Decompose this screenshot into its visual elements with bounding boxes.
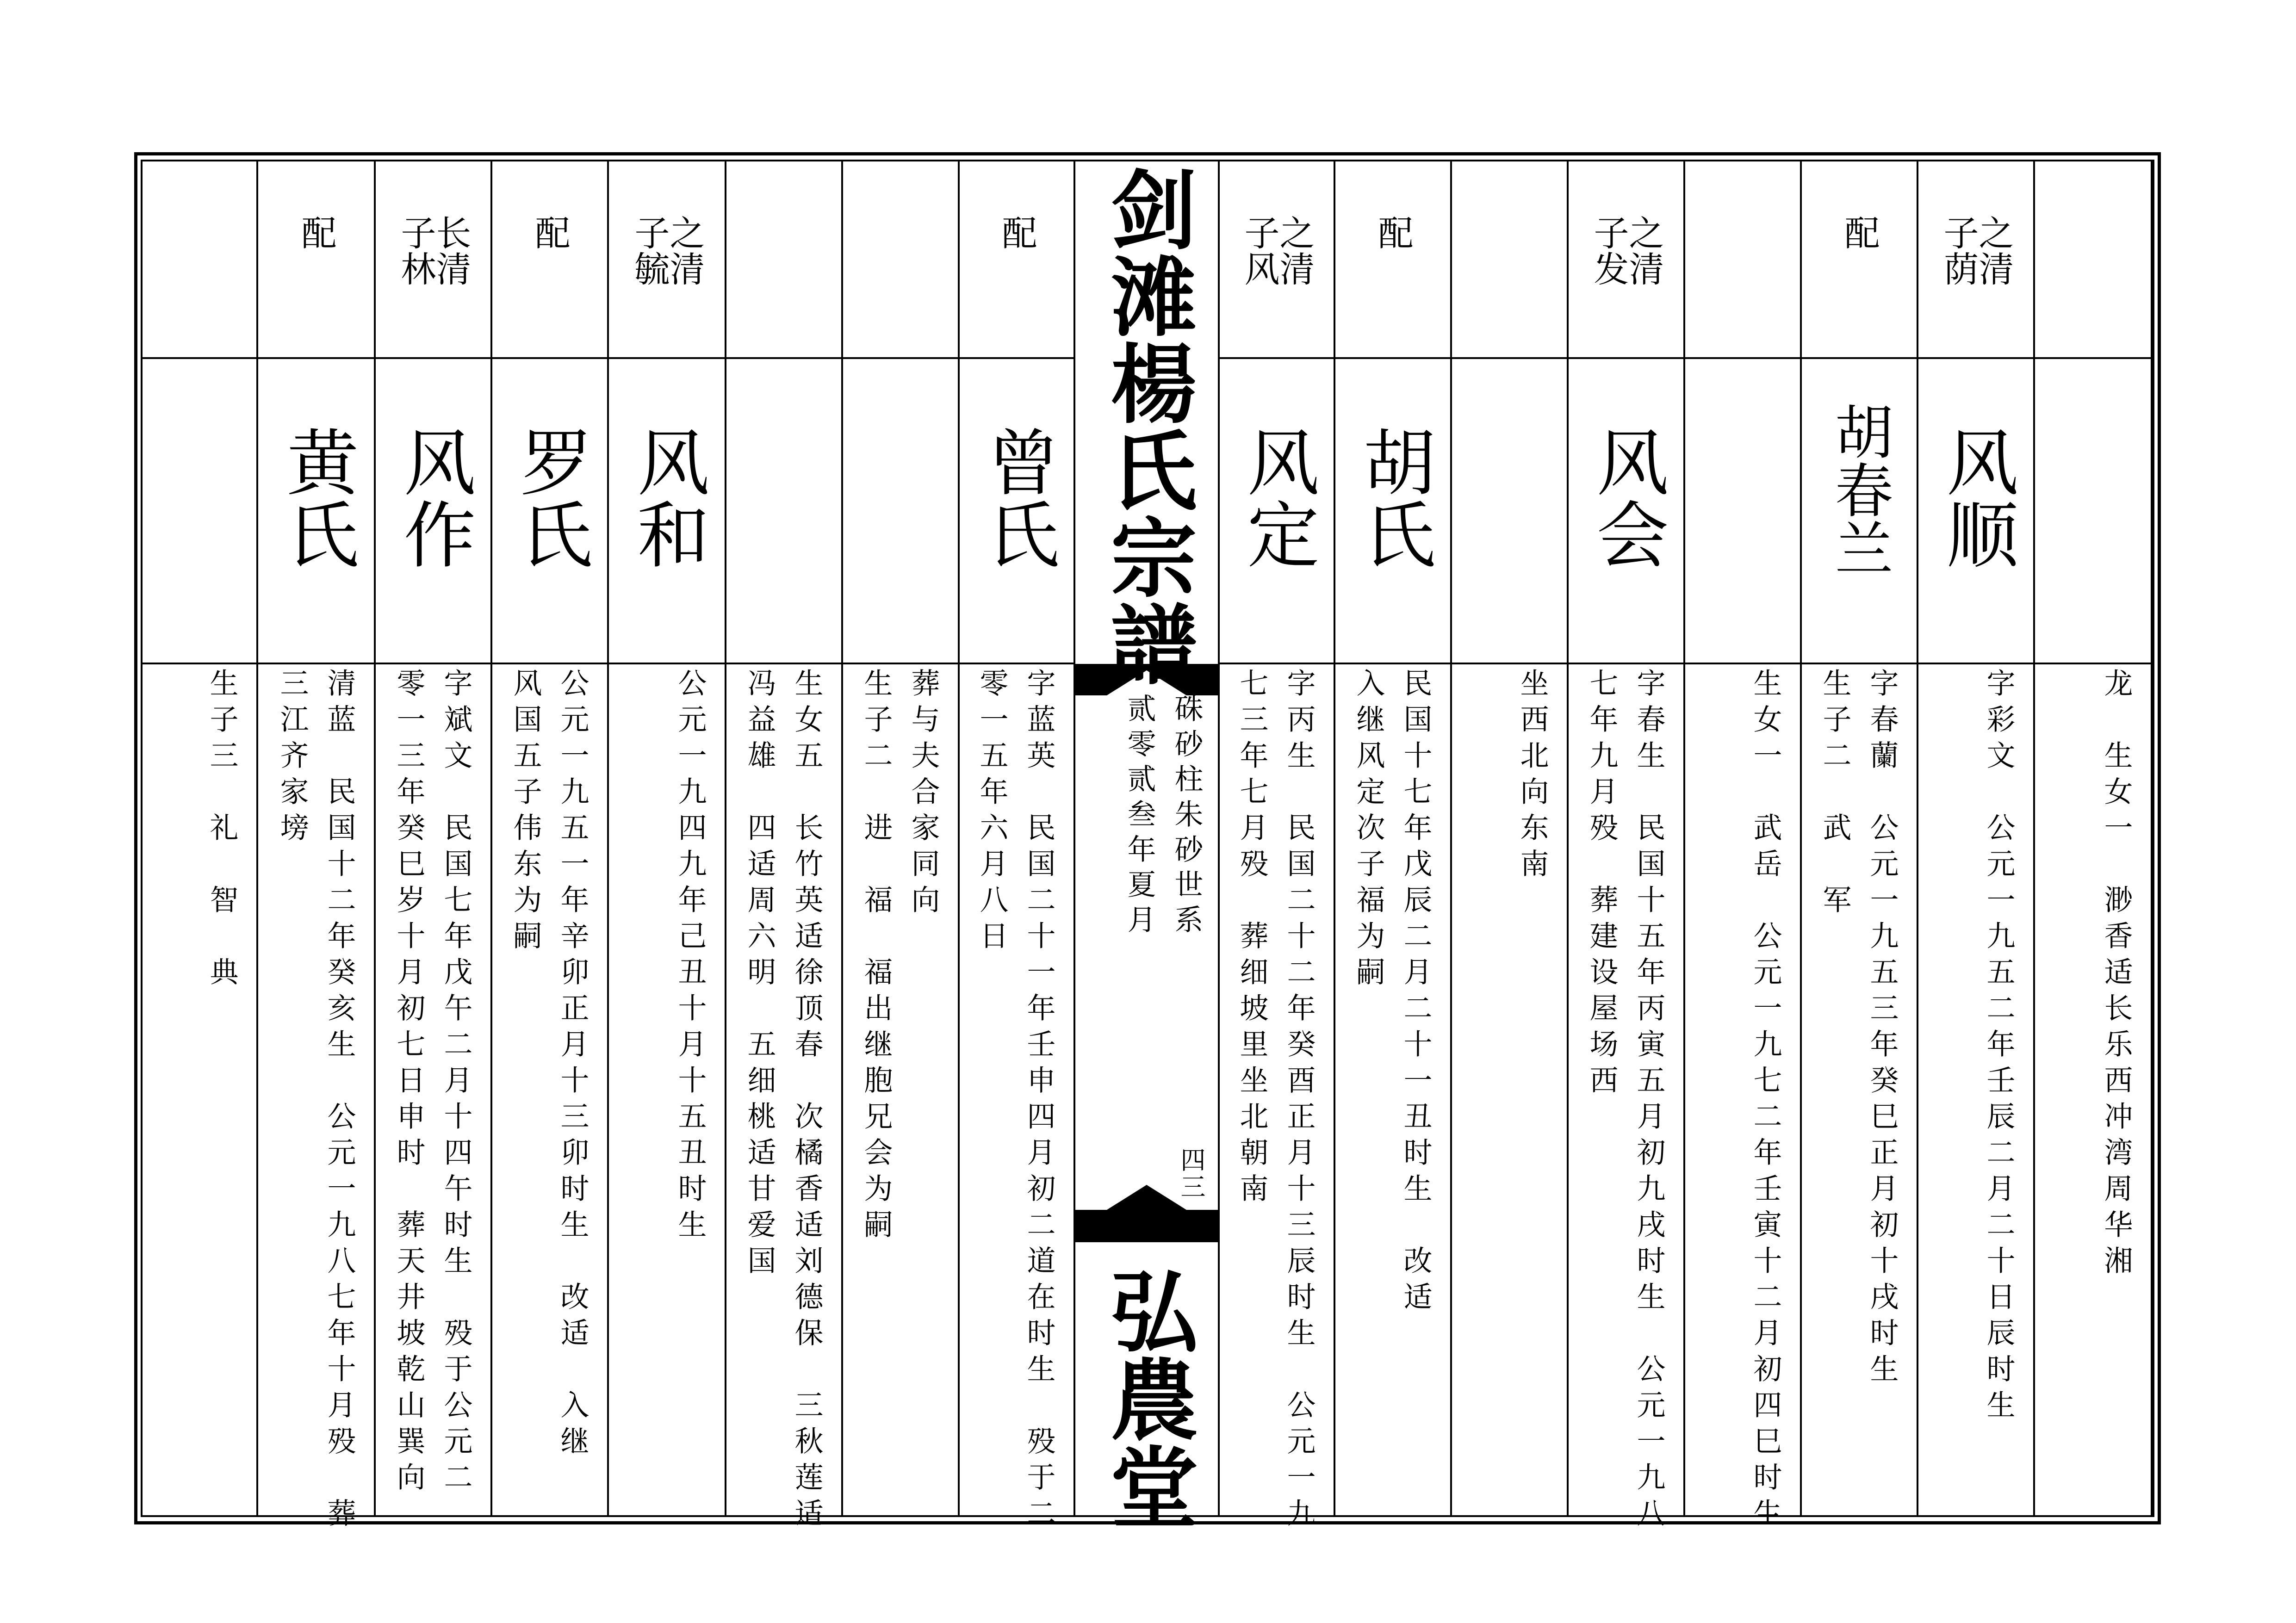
relation-label: 配 xyxy=(1839,215,1880,251)
column xyxy=(1220,161,1335,1534)
biography: 字蓝英 民国二十一年壬申四月初二道在时生 殁于二 零一五年六月八日 xyxy=(975,668,1056,1534)
center-band xyxy=(1075,161,1220,1530)
biography: 生女一 武岳 公元一九七二年壬寅十二月初四巳时生 xyxy=(1749,668,1782,1534)
column xyxy=(843,161,960,1515)
column xyxy=(1802,161,1918,1515)
person-name: 胡春兰 xyxy=(1825,402,1894,577)
person-name: 风会 xyxy=(1584,425,1669,570)
column xyxy=(1685,161,1802,1534)
biography: 龙 生女一 渺香适长乐西冲湾周华湘 xyxy=(2099,668,2133,1282)
biography: 字春蘭 公元一九五三年癸巳正月初十戌时生 生子二 武 军 xyxy=(1818,668,1899,1390)
person-name: 黄氏 xyxy=(274,425,359,570)
person-name: 胡氏 xyxy=(1351,425,1435,570)
page-number: 四三 xyxy=(1177,1147,1206,1201)
compile-date: 贰零贰叁年夏月 xyxy=(1123,694,1156,940)
biography: 生女五 长竹英适徐顶春 次橘香适刘德保 三秋莲适 冯益雄 四适周六明 五细桃适甘爱国 xyxy=(743,668,824,1534)
column xyxy=(2035,161,2153,1515)
column xyxy=(1335,161,1452,1515)
genealogy-title: 剑滩楊氏宗譜 xyxy=(1097,165,1197,687)
column xyxy=(609,161,726,1515)
person-name: 风作 xyxy=(391,425,476,570)
relation-label: 之清 子荫 xyxy=(1938,215,2014,287)
column xyxy=(1569,161,1685,1534)
column xyxy=(376,161,492,1515)
biography: 字彩文 公元一九五二年壬辰二月二十日辰时生 xyxy=(1982,668,2016,1426)
relation-label: 之清 子风 xyxy=(1239,215,1315,287)
person-name: 风定 xyxy=(1235,425,1319,570)
column xyxy=(1452,161,1569,1515)
column xyxy=(960,161,1075,1534)
biography: 清蓝 民国十二年癸亥生 公元一九八七年十月殁 葬 三江齐家塝 xyxy=(275,668,356,1534)
person-name: 风顺 xyxy=(1934,425,2018,570)
relation-label: 配 xyxy=(996,215,1037,251)
biography: 公元一九五一年辛卯正月十三卯时生 改适 入继 风国五子伟东为嗣 xyxy=(509,668,590,1462)
row-divider xyxy=(1220,357,2153,359)
relation-label: 配 xyxy=(296,215,337,251)
relation-label: 长清 子林 xyxy=(395,215,472,287)
row-divider xyxy=(143,357,1075,359)
column xyxy=(258,161,376,1534)
column xyxy=(143,161,258,1515)
column xyxy=(726,161,843,1534)
column xyxy=(492,161,609,1515)
relation-label: 配 xyxy=(1372,215,1414,251)
row-divider xyxy=(1220,663,2153,664)
biography: 民国十七年戊辰二月二十一丑时生 改适 入继风定次子福为嗣 xyxy=(1352,668,1433,1318)
relation-label: 配 xyxy=(529,215,571,251)
person-name: 曾氏 xyxy=(974,425,1059,570)
biography: 生子三 礼 智 典 xyxy=(205,668,239,993)
biography: 葬与夫合家同向 生子二 进 福 福出继胞兄会为嗣 xyxy=(859,668,940,1245)
biography: 字丙生 民国二十二年癸酉正月十三辰时生 公元一九 七三年七月殁 葬细坡里坐北朝南 xyxy=(1235,668,1316,1534)
relation-label: 之清 子毓 xyxy=(629,215,705,287)
person-name: 罗氏 xyxy=(508,425,592,570)
hall-name: 弘農堂 xyxy=(1096,1266,1198,1530)
relation-label: 之清 子发 xyxy=(1588,215,1664,287)
lineage-label: 硃砂柱朱砂世系 xyxy=(1170,694,1204,940)
biography: 字斌文 民国七年戊午二月十四午时生 殁于公元二 零一三年癸巳岁十月初七日申时 葬天井坡乾山巽向 xyxy=(392,668,473,1498)
row-divider xyxy=(143,663,1075,664)
biography: 坐西北向东南 xyxy=(1515,668,1549,885)
column xyxy=(1918,161,2035,1515)
biography: 公元一九四九年己丑十月十五丑时生 xyxy=(673,668,707,1245)
person-name: 风和 xyxy=(625,425,709,570)
biography: 字春生 民国十五年丙寅五月初九戌时生 公元一九八 七年九月殁 葬建设屋场西 xyxy=(1585,668,1666,1534)
